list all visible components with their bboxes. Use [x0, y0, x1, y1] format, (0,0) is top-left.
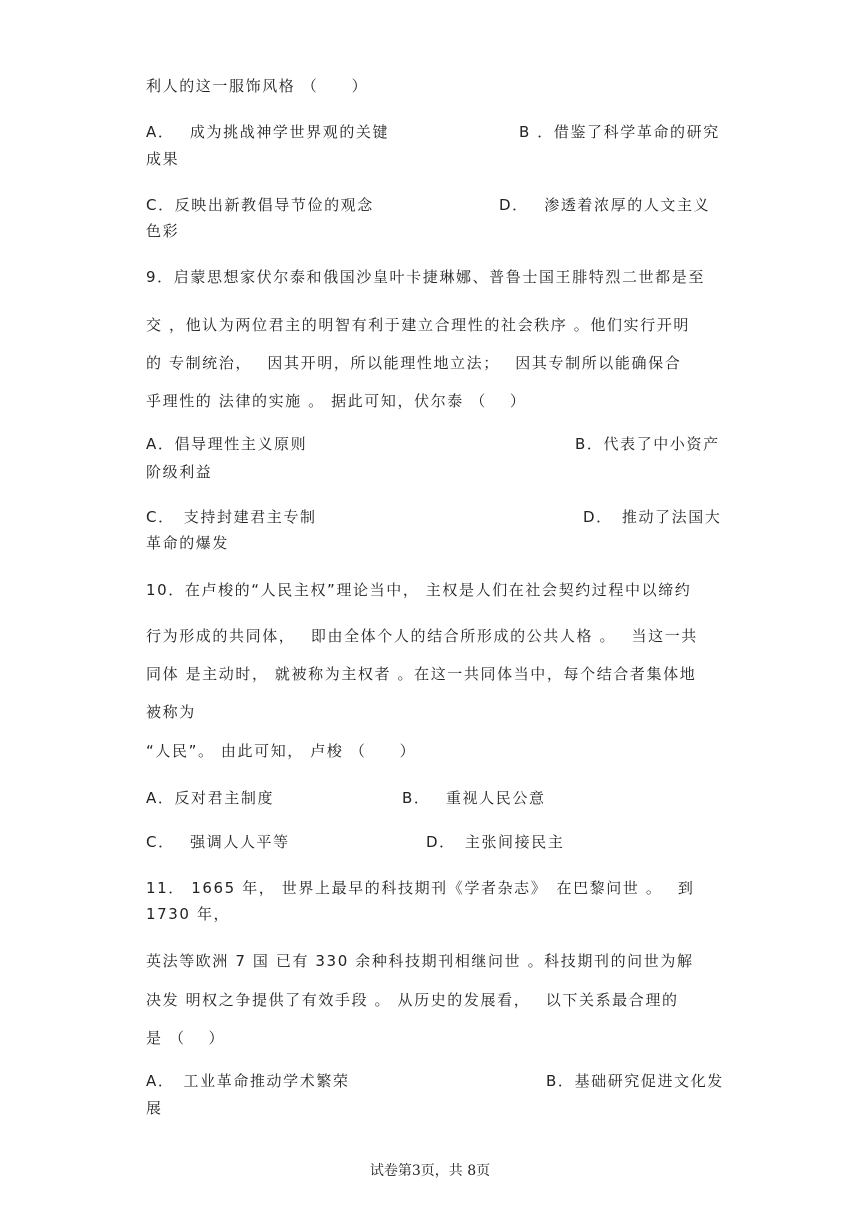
question-9-option-a: A．倡导理性主义原则	[146, 435, 308, 453]
question-11-line-2: 1730 年，	[146, 905, 231, 923]
question-8-option-d: D． 渗透着浓厚的人文主义	[499, 196, 711, 214]
question-8-option-b-cont: 成果	[146, 150, 180, 168]
question-11-option-a: A． 工业革命推动学术繁荣	[146, 1072, 350, 1090]
question-11-line-4: 决发 明权之争提供了有效手段 。 从历史的发展看， 以下关系最合理的	[146, 991, 679, 1009]
question-8-option-d-cont: 色彩	[146, 222, 180, 240]
question-10-option-c: C． 强调人人平等	[146, 833, 290, 851]
question-9-option-b: B．代表了中小资产	[575, 435, 720, 453]
question-10-line-5: “人民”。 由此可知， 卢梭 （ ）	[146, 742, 417, 760]
question-9-option-c: C． 支持封建君主专制	[146, 508, 317, 526]
question-10-line-2: 行为形成的共同体， 即由全体个人的结合所形成的公共人格 。 当这一共	[146, 627, 698, 645]
question-9-line-2: 交 ，他认为两位君主的明智有利于建立合理性的社会秩序 。他们实行开明	[146, 316, 690, 334]
question-10-line-3: 同体 是主动时， 就被称为主权者 。在这一共同体当中，每个结合者集体地	[146, 665, 697, 683]
question-11-option-b: B．基础研究促进文化发	[546, 1072, 724, 1090]
question-9-line-1: 9．启蒙思想家伏尔泰和俄国沙皇叶卡捷琳娜、普鲁士国王腓特烈二世都是至	[146, 268, 705, 286]
question-9-line-4: 乎理性的 法律的实施 。 据此可知，伏尔泰 （ ）	[146, 392, 527, 410]
question-10-option-b: B． 重视人民公意	[402, 789, 546, 807]
question-10-line-1: 10．在卢梭的“人民主权”理论当中， 主权是人们在社会契约过程中以缔约	[146, 581, 692, 599]
question-8-stem-tail: 利人的这一服饰风格 （ ）	[146, 77, 369, 95]
question-9-option-d: D． 推动了法国大	[583, 508, 722, 526]
question-8-option-a: A． 成为挑战神学世界观的关键	[146, 123, 390, 141]
page-footer: 试卷第3页，共 8页	[369, 1163, 491, 1179]
question-11-line-5: 是 （ ）	[146, 1029, 226, 1047]
question-9-option-b-cont: 阶级利益	[146, 463, 213, 481]
question-9-line-3: 的 专制统治， 因其开明，所以能理性地立法； 因其专制所以能确保合	[146, 354, 682, 372]
question-8-option-c: C．反映出新教倡导节俭的观念	[146, 196, 374, 214]
question-10-line-4: 被称为	[146, 703, 196, 721]
question-11-line-3: 英法等欧洲 7 国 已有 330 余种科技期刊相继问世 。科技期刊的问世为解	[146, 952, 694, 970]
question-8-option-b: B ．借鉴了科学革命的研究	[519, 123, 720, 141]
question-11-line-1: 11． 1665 年， 世界上最早的科技期刊《学者杂志》 在巴黎问世 。 到	[146, 879, 695, 897]
question-10-option-d: D． 主张间接民主	[426, 833, 565, 851]
question-9-option-d-cont: 革命的爆发	[146, 534, 230, 552]
question-11-option-b-cont: 展	[146, 1099, 163, 1117]
question-10-option-a: A．反对君主制度	[146, 789, 275, 807]
